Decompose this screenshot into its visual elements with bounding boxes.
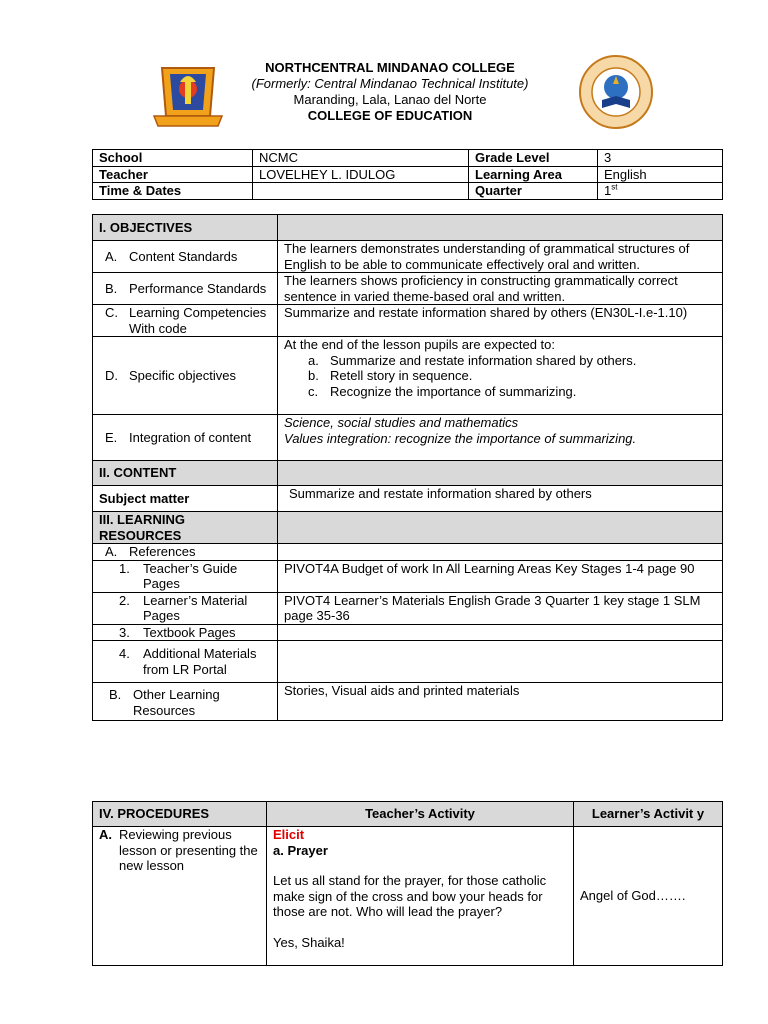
learning-competencies-label: C. Learning Competencies With code: [93, 305, 278, 337]
content-standards-value: The learners demonstrates understanding of grammatical structures of English to be able to communicate effectively oral and written.: [278, 241, 723, 273]
school-value: NCMC: [253, 150, 469, 167]
college-address: Maranding, Lala, Lanao del Norte: [293, 92, 487, 107]
learners-material-label: 2. Learner’s Material Pages: [93, 592, 278, 624]
learning-area-value: English: [598, 166, 723, 183]
textbook-pages-value: [278, 624, 723, 641]
learning-resources-heading: III. LEARNING RESOURCES: [93, 512, 278, 544]
subject-matter-value: Summarize and restate information shared by others: [278, 486, 723, 512]
teachers-guide-value: PIVOT4A Budget of work In All Learning Areas Key Stages 1-4 page 90: [278, 560, 723, 592]
learners-activity-heading: Learner’s Activit y: [574, 802, 723, 827]
references-label: A. References: [93, 544, 278, 561]
procedures-table: [92, 801, 723, 966]
objective-item: b. Retell story in sequence.: [308, 368, 473, 383]
prayer-heading: a. Prayer: [273, 842, 328, 858]
specific-objectives-label: D. Specific objectives: [93, 337, 278, 415]
teachers-guide-label: 1. Teacher’s Guide Pages: [93, 560, 278, 592]
integration-value: Science, social studies and mathematics Values integration: recognize the importance of summarizing.: [278, 415, 723, 461]
textbook-pages-label: 3. Textbook Pages: [93, 624, 278, 641]
procedure-a-label: A. Reviewing previous lesson or presenting the new lesson: [93, 827, 267, 966]
school-label: School: [93, 150, 253, 167]
objective-item: c. Recognize the importance of summarizing.: [308, 383, 577, 399]
objectives-heading: I. OBJECTIVES: [93, 215, 278, 241]
content-heading: II. CONTENT: [93, 461, 278, 486]
procedures-heading: IV. PROCEDURES: [93, 802, 267, 827]
performance-standards-value: The learners shows proficiency in constructing grammatically correct sentence in varied theme-based oral and written.: [278, 273, 723, 305]
grade-level-label: Grade Level: [469, 150, 598, 167]
elicit-label: Elicit: [273, 827, 305, 842]
lesson-info-table: [92, 149, 723, 200]
time-dates-value: [253, 183, 469, 200]
department-name: COLLEGE OF EDUCATION: [307, 108, 473, 123]
teacher-value: LOVELHEY L. IDULOG: [253, 166, 469, 183]
college-name: NORTHCENTRAL MINDANAO COLLEGE: [265, 60, 515, 75]
prayer-response: Yes, Shaika!: [273, 934, 345, 950]
other-resources-label: B. Other Learning Resources: [93, 683, 278, 721]
additional-materials-value: [278, 641, 723, 683]
content-standards-label: A. Content Standards: [93, 241, 278, 273]
learners-material-value: PIVOT4 Learner’s Materials English Grade 3 Quarter 1 key stage 1 SLM page 35-36: [278, 592, 723, 624]
teachers-activity-heading: Teacher’s Activity: [267, 802, 574, 827]
lesson-plan-table: [92, 214, 723, 721]
other-resources-value: Stories, Visual aids and printed materials: [278, 683, 723, 721]
specific-objectives-value: At the end of the lesson pupils are expected to: a. Summarize and restate information shared by others. b. Retell story in sequence. c. Recognize the importance of summarizing.: [278, 337, 723, 415]
quarter-value: 1st: [598, 183, 723, 200]
learning-area-label: Learning Area: [469, 166, 598, 183]
teacher-label: Teacher: [93, 166, 253, 183]
integration-label: E. Integration of content: [93, 415, 278, 461]
performance-standards-label: B. Performance Standards: [93, 273, 278, 305]
procedure-a-learner-activity: Angel of God…….: [574, 827, 723, 966]
college-former-name: (Formerly: Central Mindanao Technical Institute): [251, 76, 529, 91]
objective-item: a. Summarize and restate information shared by others.: [308, 352, 637, 368]
grade-level-value: 3: [598, 150, 723, 167]
time-dates-label: Time & Dates: [93, 183, 253, 200]
college-of-education-logo: [578, 54, 654, 130]
additional-materials-label: 4. Additional Materials from LR Portal: [93, 641, 278, 683]
learning-competencies-value: Summarize and restate information shared by others (EN30L-I.e-1.10): [278, 305, 723, 337]
quarter-label: Quarter: [469, 183, 598, 200]
prayer-instruction: Let us all stand for the prayer, for those catholic make sign of the cross and bow your heads for those are not. Who will lead the prayer?: [273, 873, 547, 919]
subject-matter-label: Subject matter: [93, 486, 278, 512]
procedure-a-teacher-activity: [267, 827, 574, 966]
